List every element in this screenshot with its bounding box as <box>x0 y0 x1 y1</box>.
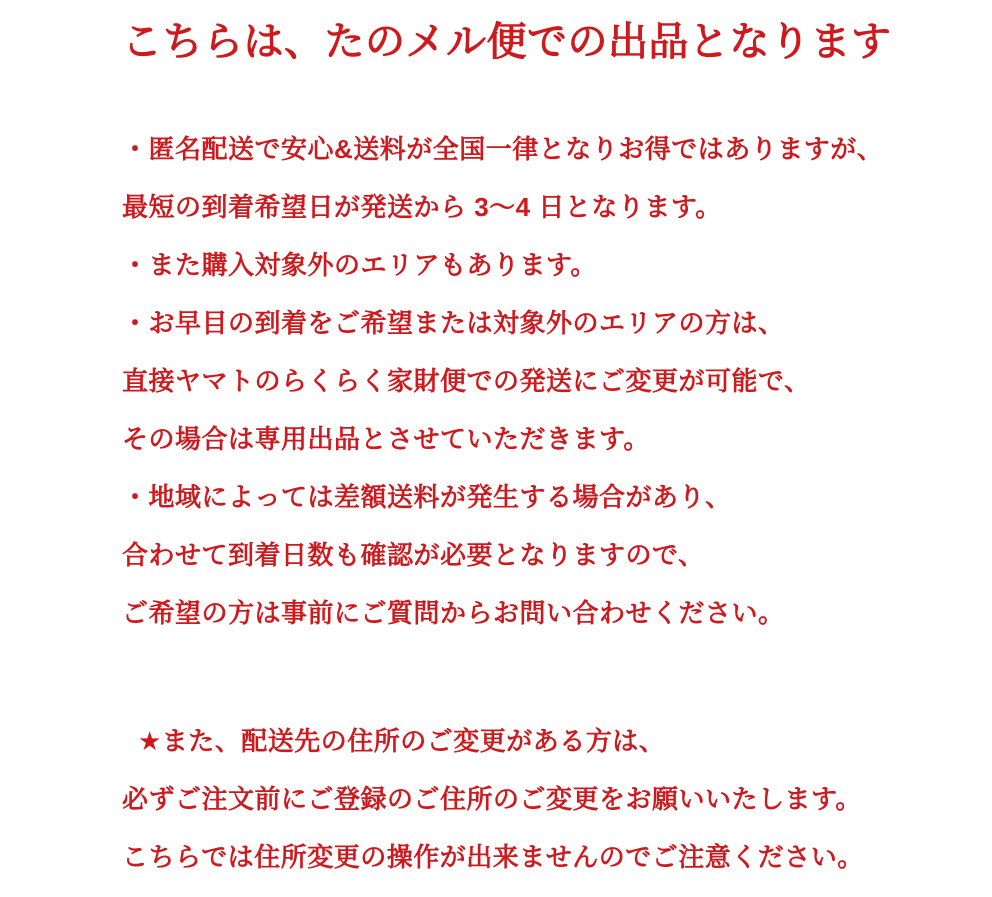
notice-line: ・お早目の到着をご希望または対象外のエリアの方は、 <box>122 308 785 338</box>
notice-line: 直接ヤマトのらくらく家財便での発送にご変更が可能で、 <box>122 366 811 396</box>
notice-line: ・また購入対象外のエリアもあります。 <box>122 250 597 280</box>
notice-line: 必ずご注文前にご登録のご住所のご変更をお願いいたします。 <box>122 784 862 814</box>
notice-line: こちらでは住所変更の操作が出来ませんのでご注意ください。 <box>122 842 864 872</box>
notice-line: ・地域によっては差額送料が発生する場合があり、 <box>122 482 732 512</box>
notice-line: 合わせて到着日数も確認が必要となりますので、 <box>122 540 705 570</box>
notice-line: ・匿名配送で安心&送料が全国一律となりお得ではありますが、 <box>122 134 884 164</box>
notice-line: ご希望の方は事前にご質問からお問い合わせください。 <box>122 598 785 628</box>
notice-title: こちらは、たのメル便での出品となります <box>122 20 892 64</box>
notice-line: 最短の到着希望日が発送から 3～4 日となります。 <box>122 192 722 222</box>
notice-line-address-change: ★また、配送先の住所のご変更がある方は、 <box>138 726 666 756</box>
notice-line: その場合は専用出品とさせていただきます。 <box>122 424 650 454</box>
